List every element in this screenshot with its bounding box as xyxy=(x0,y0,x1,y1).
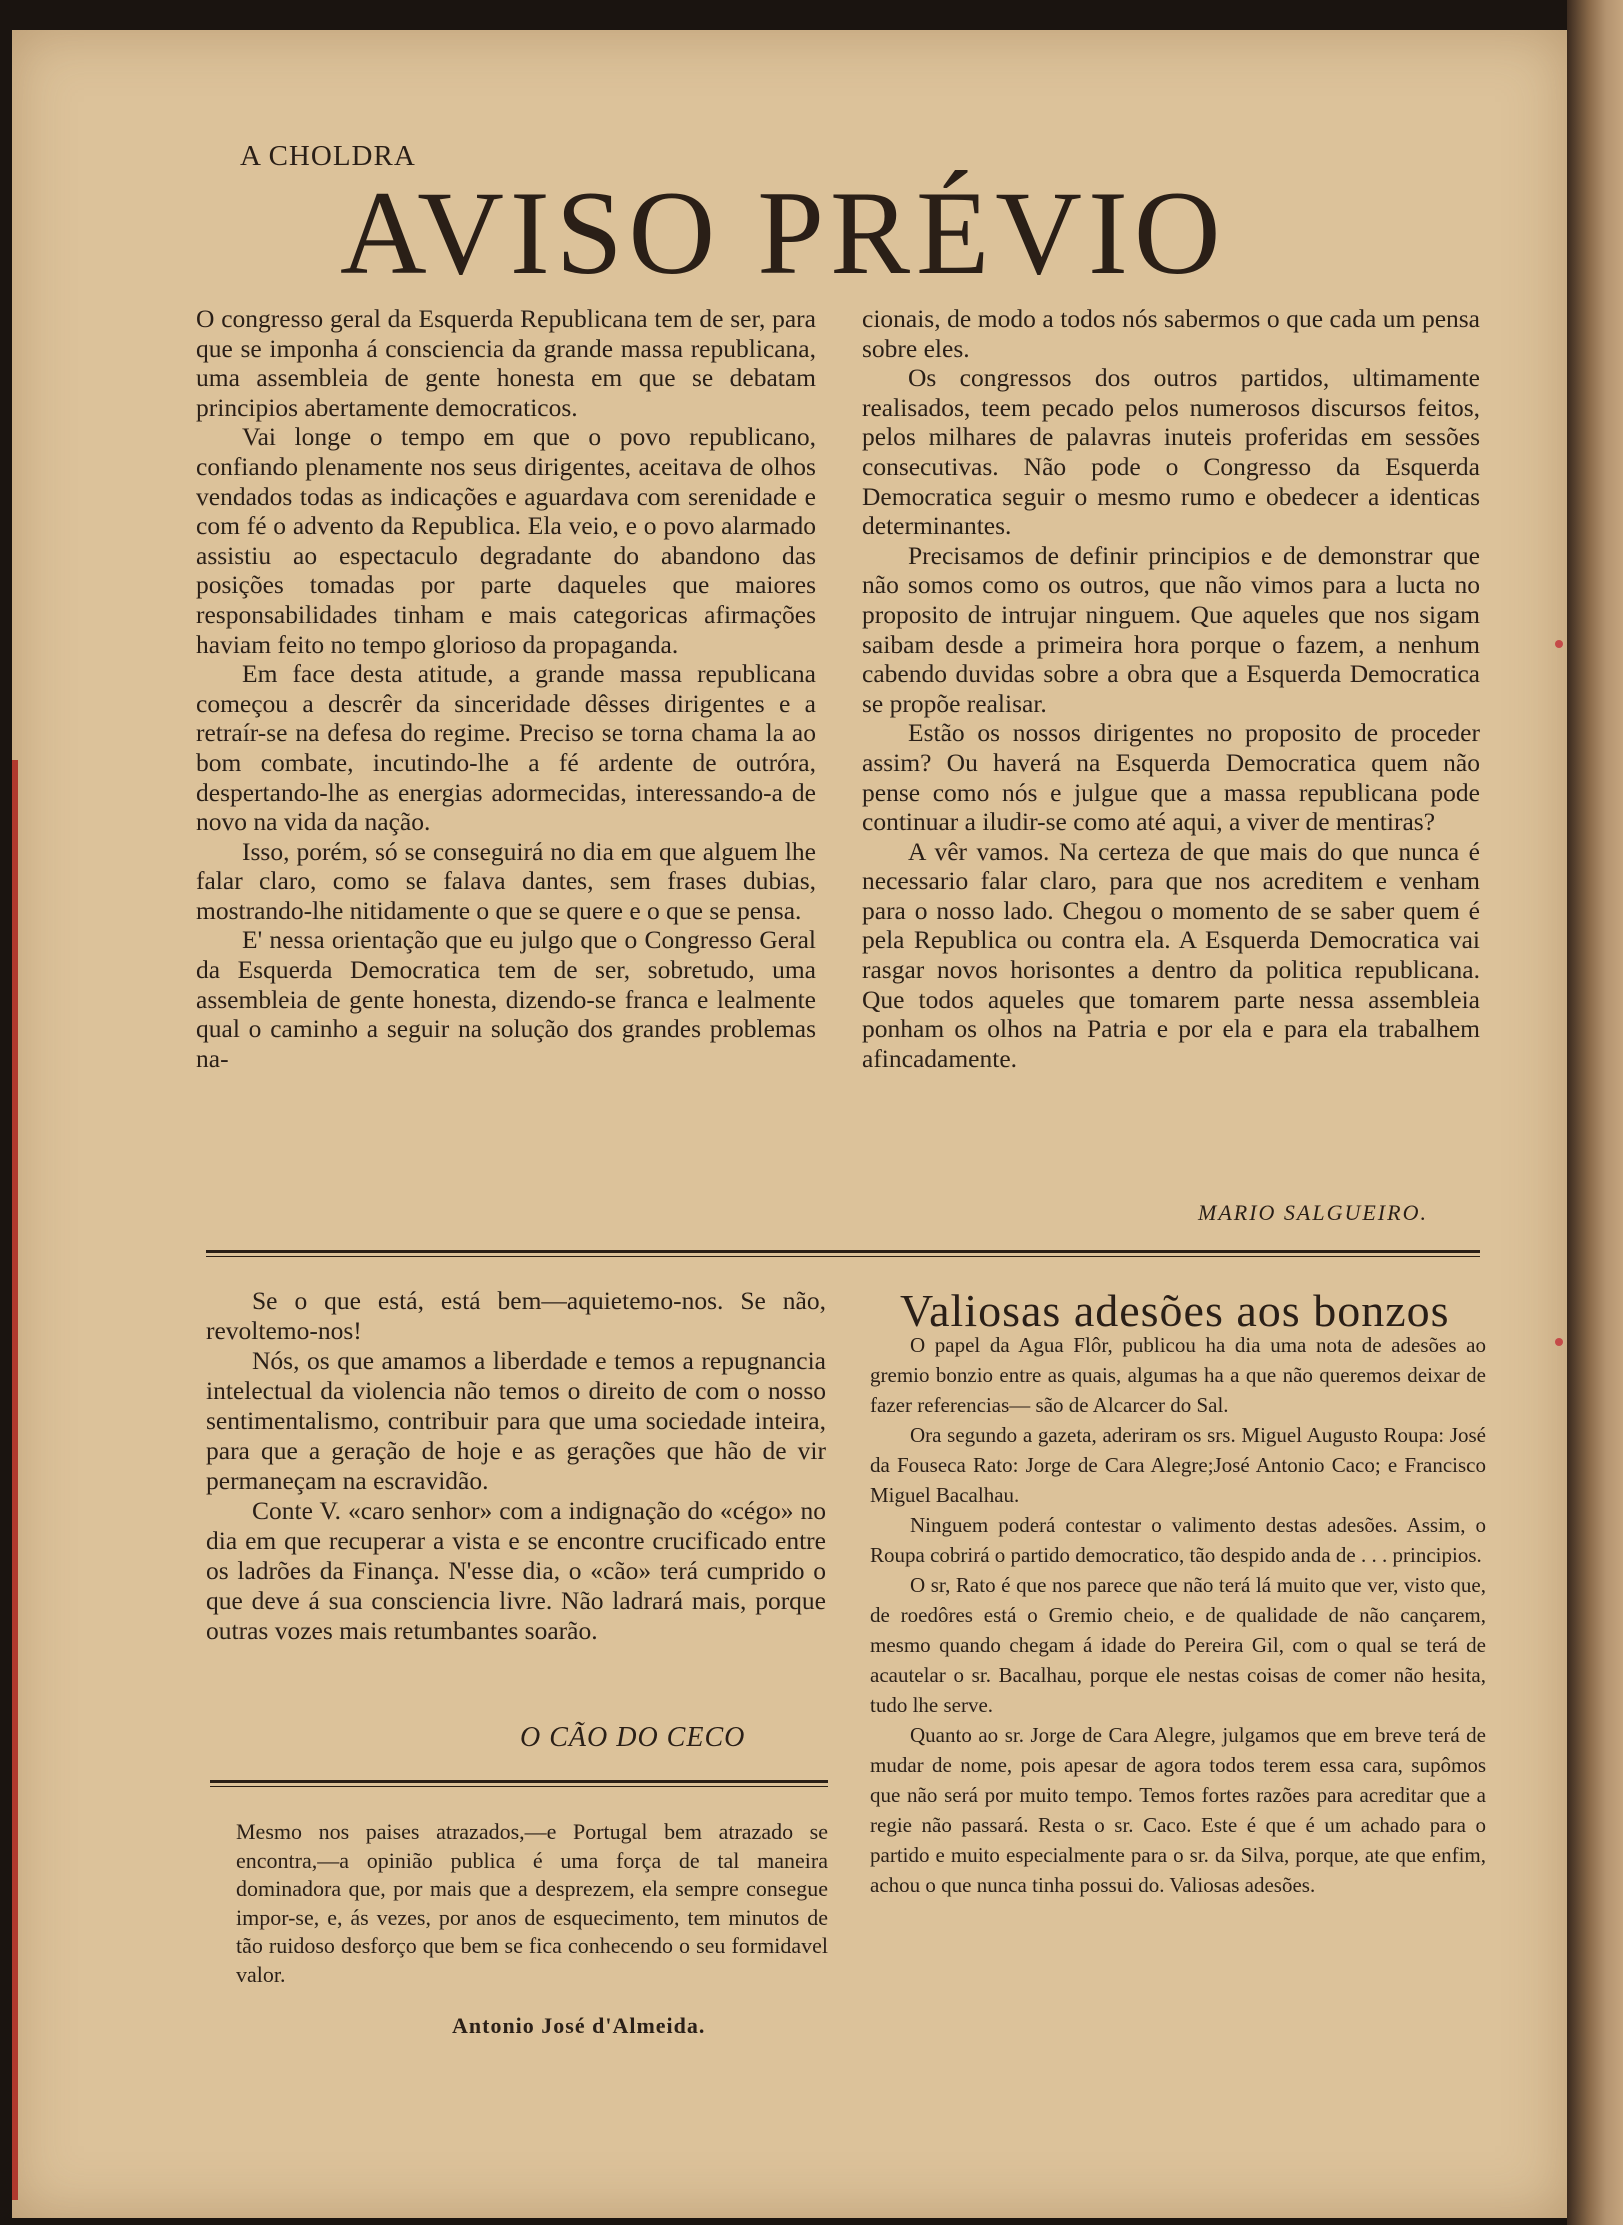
paragraph: Ninguem poderá contestar o valimento destas adesões. Assim, o Roupa cobrirá o partido democratico, tão despido anda de . . . principios. xyxy=(870,1513,1486,1567)
ink-spot xyxy=(1555,1338,1563,1346)
section-divider xyxy=(210,1780,828,1787)
paragraph: Estão os nossos dirigentes no proposito de proceder assim? Ou haverá na Esquerda Democratica quem não pense como nós e julgue que a massa republicana pode continuar a iludir-se como até aqui, a viver de mentiras? xyxy=(862,718,1480,837)
paragraph: Em face desta atitude, a grande massa republicana começou a descrêr da sinceridade dêsses dirigentes e a retraír-se na defesa do regime. Preciso se torna chama la ao bom combate, incutindo-lhe a fé ardente de outróra, despertando-lhe as energias adormecidas, interessando-a de novo na vida da nação. xyxy=(196,659,816,837)
paragraph: Quanto ao sr. Jorge de Cara Alegre, julgamos que em breve terá de mudar de nome, pois apesar de agora todos terem essa cara, supômos que não será por muito tempo. Temos fortes razões para acreditar que a regie não passará. Resta o sr. Caco. Este é que é um achado para o partido e muito especialmente para o sr. da Silva, porque, ate que enfim, achou o que nunca tinha possui do. Valiosas adesões. xyxy=(870,1723,1486,1897)
paragraph: E' nessa orientação que eu julgo que o Congresso Geral da Esquerda Democratica tem de ser, sobretudo, uma assembleia de gente honesta, dizendo-se franca e lealmente qual o caminho a seguir na solução dos grandes problemas na- xyxy=(196,925,816,1073)
paragraph: Precisamos de definir principios e de demonstrar que não somos como os outros, que não vimos para a lucta no proposito de intrujar ninguem. Que aqueles que nos sigam saibam desde a primeira hora porque o fazem, a nenhum cabendo duvidas sobre a obra que a Esquerda Democratica se propõe realisar. xyxy=(862,540,1480,718)
article-column-2 xyxy=(862,304,1480,1073)
author-signature: Antonio José d'Almeida. xyxy=(452,2013,706,2038)
quote-column xyxy=(236,1818,828,1989)
section-divider xyxy=(206,1250,1480,1257)
author-signature: MARIO SALGUEIRO. xyxy=(1198,1200,1428,1225)
paragraph: A vêr vamos. Na certeza de que mais do que nunca é necessario falar claro, para que nos acreditem e venham para o nosso lado. Chegou o momento de se saber quem é pela Republica ou contra ela. A Esquerda Democratica vai rasgar novos horisontes a dentro da politica republicana. Que todos aqueles que tomarem parte nessa assembleia ponham os olhos na Patria e por ela e para ela trabalhem afincadamente. xyxy=(862,836,1480,1073)
article-column-4 xyxy=(870,1330,1486,1900)
paragraph: Vai longe o tempo em que o povo republicano, confiando plenamente nos seus dirigentes, aceitava de olhos vendados todas as indicações e aguardava com serenidade e com fé o advento da Republica. Ela veio, e o povo alarmado assistiu ao espectaculo degradante do abandono das posições tomadas por parte daqueles que maiores responsabilidades tinham e mais categoricas afirmações haviam feito no tempo glorioso da propaganda. xyxy=(196,422,816,659)
paragraph: Isso, porém, só se conseguirá no dia em que alguem lhe falar claro, como se falava dantes, sem frases dubias, mostrando-lhe nitidamente o que se quere e o que se pensa. xyxy=(196,836,816,925)
page-edge-stain xyxy=(12,760,18,2200)
paragraph: Nós, os que amamos a liberdade e temos a repugnancia intelectual da violencia não temos o direito de com o nosso sentimentalismo, contribuir para que uma sociedade inteira, para que a geração de hoje e as gerações que hão de vir permaneçam na escravidão. xyxy=(206,1346,826,1495)
article-column-1 xyxy=(196,304,816,1073)
article-title: Valiosas adesões aos bonzos xyxy=(900,1285,1450,1336)
article-column-3 xyxy=(206,1286,826,1646)
page-title: AVISO PRÉVIO xyxy=(340,166,1227,299)
paragraph: O congresso geral da Esquerda Republicana tem de ser, para que se imponha á consciencia da grande massa republicana, uma assembleia de gente honesta em que se debatam principios abertamente democraticos. xyxy=(196,304,816,422)
paragraph: O papel da Agua Flôr, publicou ha dia uma nota de adesões ao gremio bonzio entre as quais, algumas ha a que não queremos deixar de fazer referencias— são de Alcarcer do Sal. xyxy=(870,1333,1486,1417)
publication-name: A CHOLDRA xyxy=(240,140,416,172)
author-signature: O CÃO DO CECO xyxy=(520,1722,746,1753)
paragraph: Ora segundo a gazeta, aderiram os srs. Miguel Augusto Roupa: José da Fouseca Rato: Jorge de Cara Alegre;José Antonio Caco; e Francisco Miguel Bacalhau. xyxy=(870,1423,1486,1507)
paragraph: O sr, Rato é que nos parece que não terá lá muito que ver, visto que, de roedôres está o Gremio cheio, e de qualidade de não cançarem, mesmo quando chegam á idade do Pereira Gil, com o qual se terá de acautelar o sr. Bacalhau, porque ele nestas coisas de comer não hesita, tudo lhe serve. xyxy=(870,1573,1486,1717)
paragraph: Conte V. «caro senhor» com a indignação do «cégo» no dia em que recuperar a vista e se encontre crucificado entre os ladrões da Finança. N'esse dia, o «cão» terá cumprido o que deve á sua consciencia livre. Não ladrará mais, porque outras vozes mais retumbantes soarão. xyxy=(206,1496,826,1645)
paragraph: cionais, de modo a todos nós sabermos o que cada um pensa sobre eles. xyxy=(862,304,1480,363)
ink-spot xyxy=(1555,640,1563,648)
page-binding xyxy=(1567,0,1623,2225)
paragraph: Mesmo nos paises atrazados,—e Portugal bem atrazado se encontra,—a opinião publica é uma força de tal maneira dominadora que, por mais que a desprezem, ela sempre consegue impor-se, e, ás vezes, por anos de esquecimento, tem minutos de tão ruidoso desforço que bem se fica conhecendo o seu formidavel valor. xyxy=(236,1819,828,1987)
paragraph: Se o que está, está bem—aquietemo-nos. Se não, revoltemo-nos! xyxy=(206,1286,826,1345)
paragraph: Os congressos dos outros partidos, ultimamente realisados, teem pecado pelos numerosos discursos feitos, pelos milhares de palavras inuteis proferidas em sessões consecutivas. Não pode o Congresso da Esquerda Democratica seguir o mesmo rumo e obedecer a identicas determinantes. xyxy=(862,363,1480,541)
